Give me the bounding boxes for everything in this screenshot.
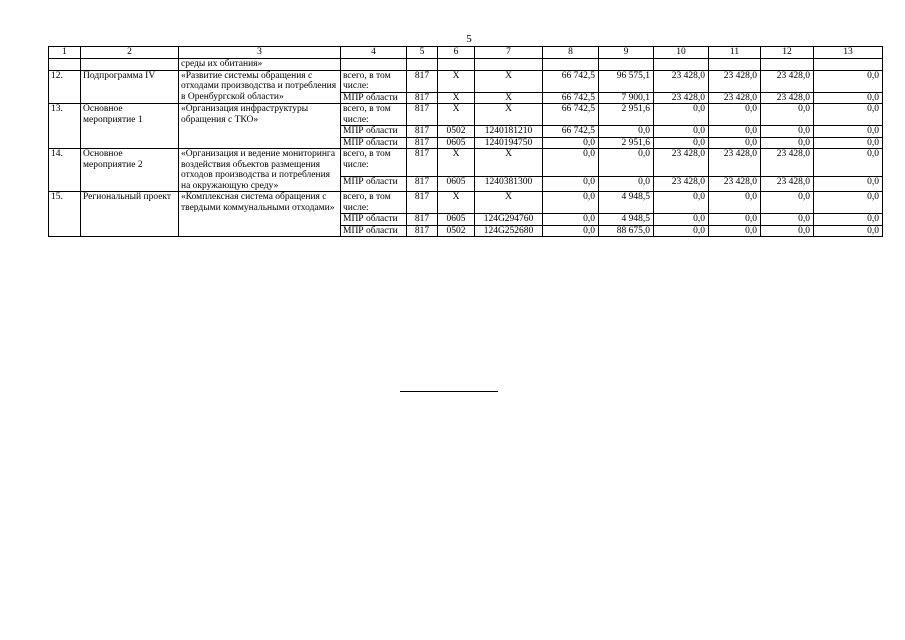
value-cell-c7: Х bbox=[475, 149, 543, 177]
continuation-row bbox=[49, 59, 883, 71]
budget-table bbox=[48, 46, 883, 237]
value-cell-c7: 124G294760 bbox=[475, 214, 543, 226]
value-cell-c10: 0,0 bbox=[654, 192, 709, 214]
value-cell-c13: 0,0 bbox=[814, 177, 883, 192]
value-cell-c9: 7 900,1 bbox=[599, 92, 654, 104]
value-cell-c13: 0,0 bbox=[814, 137, 883, 149]
table-row bbox=[49, 104, 883, 126]
value-cell-c8: 66 742,5 bbox=[543, 92, 599, 104]
value-cell-c11: 0,0 bbox=[709, 214, 761, 226]
value-cell-c9: 96 575,1 bbox=[599, 70, 654, 92]
table-row bbox=[49, 192, 883, 214]
value-cell-c7: Х bbox=[475, 70, 543, 92]
value-cell-c10: 0,0 bbox=[654, 137, 709, 149]
value-cell-c6: 0605 bbox=[438, 214, 475, 226]
value-cell-c13: 0,0 bbox=[814, 225, 883, 237]
value-cell-c8: 66 742,5 bbox=[543, 104, 599, 126]
executor-cell: МПР области bbox=[341, 92, 407, 104]
empty-cell bbox=[341, 59, 407, 71]
executor-cell: всего, в том числе: bbox=[341, 104, 407, 126]
value-cell-c10: 0,0 bbox=[654, 214, 709, 226]
empty-cell bbox=[475, 59, 543, 71]
value-cell-c8: 0,0 bbox=[543, 192, 599, 214]
value-cell-c6: 0502 bbox=[438, 126, 475, 138]
item-title: «Развитие системы обращения с отходами производства и потребления в Оренбургской области» bbox=[179, 70, 341, 104]
value-cell-c5: 817 bbox=[407, 225, 438, 237]
value-cell-c7: 124G252680 bbox=[475, 225, 543, 237]
value-cell-c7: 1240181210 bbox=[475, 126, 543, 138]
value-cell-c12: 0,0 bbox=[761, 126, 814, 138]
value-cell-c5: 817 bbox=[407, 214, 438, 226]
value-cell-c8: 66 742,5 bbox=[543, 126, 599, 138]
end-rule bbox=[400, 391, 498, 392]
value-cell-c5: 817 bbox=[407, 137, 438, 149]
empty-cell bbox=[654, 59, 709, 71]
value-cell-c11: 0,0 bbox=[709, 126, 761, 138]
value-cell-c8: 0,0 bbox=[543, 177, 599, 192]
value-cell-c11: 23 428,0 bbox=[709, 70, 761, 92]
value-cell-c5: 817 bbox=[407, 149, 438, 177]
value-cell-c9: 0,0 bbox=[599, 126, 654, 138]
item-title: «Организация инфраструктуры обращения с ТКО» bbox=[179, 104, 341, 149]
value-cell-c7: 1240381300 bbox=[475, 177, 543, 192]
value-cell-c6: Х bbox=[438, 92, 475, 104]
value-cell-c9: 2 951,6 bbox=[599, 137, 654, 149]
table-row bbox=[49, 149, 883, 177]
column-number-cell: 6 bbox=[438, 47, 475, 59]
value-cell-c13: 0,0 bbox=[814, 104, 883, 126]
row-number: 15. bbox=[49, 192, 81, 237]
value-cell-c5: 817 bbox=[407, 192, 438, 214]
value-cell-c11: 23 428,0 bbox=[709, 149, 761, 177]
value-cell-c13: 0,0 bbox=[814, 149, 883, 177]
value-cell-c11: 0,0 bbox=[709, 225, 761, 237]
value-cell-c11: 0,0 bbox=[709, 137, 761, 149]
value-cell-c13: 0,0 bbox=[814, 92, 883, 104]
value-cell-c11: 23 428,0 bbox=[709, 92, 761, 104]
column-number-cell: 1 bbox=[49, 47, 81, 59]
value-cell-c8: 66 742,5 bbox=[543, 70, 599, 92]
column-number-row bbox=[49, 47, 883, 59]
empty-cell bbox=[543, 59, 599, 71]
item-title: «Организация и ведение мониторинга воздействия объектов размещения отходов производства и потребления на окружающую среду» bbox=[179, 149, 341, 192]
column-number-cell: 9 bbox=[599, 47, 654, 59]
value-cell-c12: 0,0 bbox=[761, 137, 814, 149]
value-cell-c12: 23 428,0 bbox=[761, 70, 814, 92]
value-cell-c9: 88 675,0 bbox=[599, 225, 654, 237]
value-cell-c6: 0502 bbox=[438, 225, 475, 237]
value-cell-c9: 4 948,5 bbox=[599, 192, 654, 214]
value-cell-c10: 0,0 bbox=[654, 104, 709, 126]
value-cell-c13: 0,0 bbox=[814, 192, 883, 214]
continuation-text: среды их обитания» bbox=[179, 59, 341, 71]
empty-cell bbox=[814, 59, 883, 71]
value-cell-c9: 2 951,6 bbox=[599, 104, 654, 126]
column-number-cell: 2 bbox=[81, 47, 179, 59]
value-cell-c12: 23 428,0 bbox=[761, 177, 814, 192]
value-cell-c6: Х bbox=[438, 104, 475, 126]
value-cell-c5: 817 bbox=[407, 70, 438, 92]
executor-cell: МПР области bbox=[341, 137, 407, 149]
item-name: Основное мероприятие 2 bbox=[81, 149, 179, 192]
item-title: «Комплексная система обращения с твердыми коммунальными отходами» bbox=[179, 192, 341, 237]
value-cell-c6: Х bbox=[438, 149, 475, 177]
value-cell-c7: 1240194750 bbox=[475, 137, 543, 149]
empty-cell bbox=[438, 59, 475, 71]
column-number-cell: 3 bbox=[179, 47, 341, 59]
executor-cell: всего, в том числе: bbox=[341, 192, 407, 214]
value-cell-c7: Х bbox=[475, 92, 543, 104]
page-number: 5 bbox=[466, 33, 472, 45]
empty-cell bbox=[49, 59, 81, 71]
value-cell-c5: 817 bbox=[407, 104, 438, 126]
value-cell-c12: 0,0 bbox=[761, 225, 814, 237]
value-cell-c12: 23 428,0 bbox=[761, 149, 814, 177]
item-name: Основное мероприятие 1 bbox=[81, 104, 179, 149]
executor-cell: МПР области bbox=[341, 214, 407, 226]
value-cell-c13: 0,0 bbox=[814, 70, 883, 92]
value-cell-c6: 0605 bbox=[438, 177, 475, 192]
column-number-cell: 10 bbox=[654, 47, 709, 59]
column-number-cell: 11 bbox=[709, 47, 761, 59]
table-row bbox=[49, 70, 883, 92]
value-cell-c5: 817 bbox=[407, 126, 438, 138]
value-cell-c9: 0,0 bbox=[599, 149, 654, 177]
value-cell-c6: Х bbox=[438, 70, 475, 92]
row-number: 13. bbox=[49, 104, 81, 149]
value-cell-c8: 0,0 bbox=[543, 137, 599, 149]
value-cell-c8: 0,0 bbox=[543, 225, 599, 237]
empty-cell bbox=[709, 59, 761, 71]
value-cell-c6: 0605 bbox=[438, 137, 475, 149]
value-cell-c12: 0,0 bbox=[761, 192, 814, 214]
column-number-cell: 12 bbox=[761, 47, 814, 59]
value-cell-c7: Х bbox=[475, 104, 543, 126]
value-cell-c12: 0,0 bbox=[761, 104, 814, 126]
executor-cell: всего, в том числе: bbox=[341, 149, 407, 177]
value-cell-c7: Х bbox=[475, 192, 543, 214]
value-cell-c9: 0,0 bbox=[599, 177, 654, 192]
item-name: Региональный проект bbox=[81, 192, 179, 237]
column-number-cell: 13 bbox=[814, 47, 883, 59]
empty-cell bbox=[407, 59, 438, 71]
value-cell-c10: 0,0 bbox=[654, 126, 709, 138]
empty-cell bbox=[599, 59, 654, 71]
value-cell-c13: 0,0 bbox=[814, 126, 883, 138]
executor-cell: МПР области bbox=[341, 225, 407, 237]
executor-cell: всего, в том числе: bbox=[341, 70, 407, 92]
value-cell-c13: 0,0 bbox=[814, 214, 883, 226]
value-cell-c11: 0,0 bbox=[709, 192, 761, 214]
value-cell-c10: 23 428,0 bbox=[654, 149, 709, 177]
column-number-cell: 4 bbox=[341, 47, 407, 59]
column-number-cell: 8 bbox=[543, 47, 599, 59]
value-cell-c12: 23 428,0 bbox=[761, 92, 814, 104]
value-cell-c8: 0,0 bbox=[543, 149, 599, 177]
value-cell-c10: 23 428,0 bbox=[654, 92, 709, 104]
value-cell-c6: Х bbox=[438, 192, 475, 214]
value-cell-c12: 0,0 bbox=[761, 214, 814, 226]
value-cell-c10: 23 428,0 bbox=[654, 177, 709, 192]
empty-cell bbox=[81, 59, 179, 71]
value-cell-c5: 817 bbox=[407, 177, 438, 192]
column-number-cell: 7 bbox=[475, 47, 543, 59]
value-cell-c9: 4 948,5 bbox=[599, 214, 654, 226]
value-cell-c11: 23 428,0 bbox=[709, 177, 761, 192]
value-cell-c10: 23 428,0 bbox=[654, 70, 709, 92]
executor-cell: МПР области bbox=[341, 177, 407, 192]
item-name: Подпрограмма IV bbox=[81, 70, 179, 104]
value-cell-c10: 0,0 bbox=[654, 225, 709, 237]
value-cell-c5: 817 bbox=[407, 92, 438, 104]
row-number: 14. bbox=[49, 149, 81, 192]
row-number: 12. bbox=[49, 70, 81, 104]
table-body bbox=[49, 47, 883, 237]
executor-cell: МПР области bbox=[341, 126, 407, 138]
empty-cell bbox=[761, 59, 814, 71]
column-number-cell: 5 bbox=[407, 47, 438, 59]
value-cell-c8: 0,0 bbox=[543, 214, 599, 226]
value-cell-c11: 0,0 bbox=[709, 104, 761, 126]
